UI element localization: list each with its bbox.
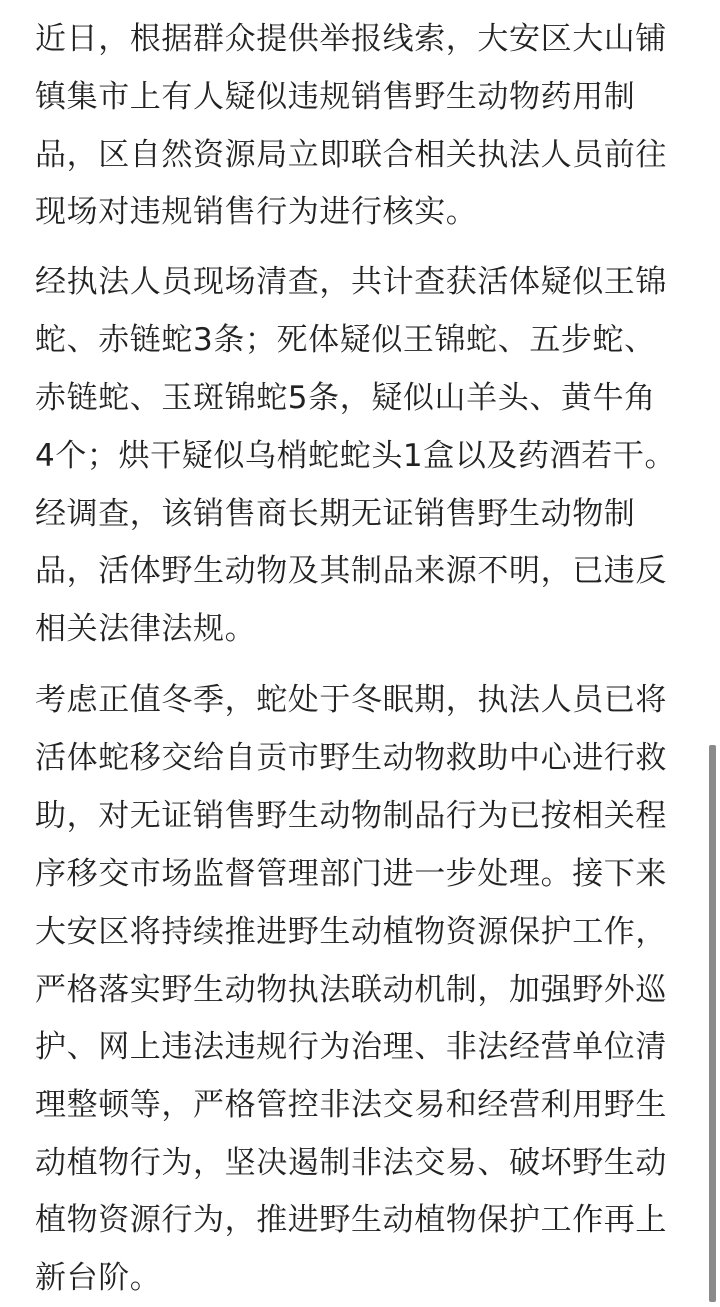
paragraph-2-line-3: 赤链蛇、玉斑锦蛇5条，疑似山羊头、黄牛角 <box>35 380 656 416</box>
paragraph-1-line-2: 镇集市上有人疑似违规销售野生动物药用制 <box>35 79 636 115</box>
paragraph-1-line-3: 品，区自然资源局立即联合相关执法人员前往 <box>35 137 667 173</box>
paragraph-3-line-10: 植物资源行为，推进野生动植物保护工作再上 <box>35 1202 667 1238</box>
scrollbar-thumb[interactable] <box>709 745 716 1302</box>
paragraph-2-line-7: 相关法律法规。 <box>35 611 257 647</box>
paragraph-2-line-4: 4个；烘干疑似乌梢蛇蛇头1盒以及药酒若干。 <box>35 438 677 474</box>
paragraph-3-line-6: 严格落实野生动物执法联动机制，加强野外巡 <box>35 972 667 1008</box>
paragraph-1-line-1: 近日，根据群众提供举报线索，大安区大山铺 <box>35 21 667 57</box>
paragraph-3-line-11: 新台阶。 <box>35 1260 162 1296</box>
paragraph-2-line-5: 经调查，该销售商长期无证销售野生动物制 <box>35 496 636 532</box>
paragraph-3-line-8: 理整顿等，严格管控非法交易和经营利用野生 <box>35 1087 667 1123</box>
paragraph-3-line-2: 活体蛇移交给自贡市野生动物救助中心进行救 <box>35 740 667 776</box>
paragraph-2-line-1: 经执法人员现场清查，共计查获活体疑似王锦 <box>35 264 667 300</box>
paragraph-3-line-9: 动植物行为，坚决遏制非法交易、破坏野生动 <box>35 1145 667 1181</box>
paragraph-3-line-1: 考虑正值冬季，蛇处于冬眠期，执法人员已将 <box>35 682 667 718</box>
paragraph-3-line-7: 护、网上违法违规行为治理、非法经营单位清 <box>35 1029 667 1065</box>
paragraph-3-line-5: 大安区将持续推进野生动植物资源保护工作， <box>35 914 667 950</box>
paragraph-1-line-4: 现场对违规销售行为进行核实。 <box>35 194 478 230</box>
paragraph-2-line-6: 品，活体野生动物及其制品来源不明，已违反 <box>35 553 667 589</box>
paragraph-3-line-3: 助，对无证销售野生动物制品行为已按相关程 <box>35 798 667 834</box>
paragraph-3-line-4: 序移交市场监督管理部门进一步处理。接下来 <box>35 856 667 892</box>
paragraph-2-line-2: 蛇、赤链蛇3条；死体疑似王锦蛇、五步蛇、 <box>35 322 656 358</box>
